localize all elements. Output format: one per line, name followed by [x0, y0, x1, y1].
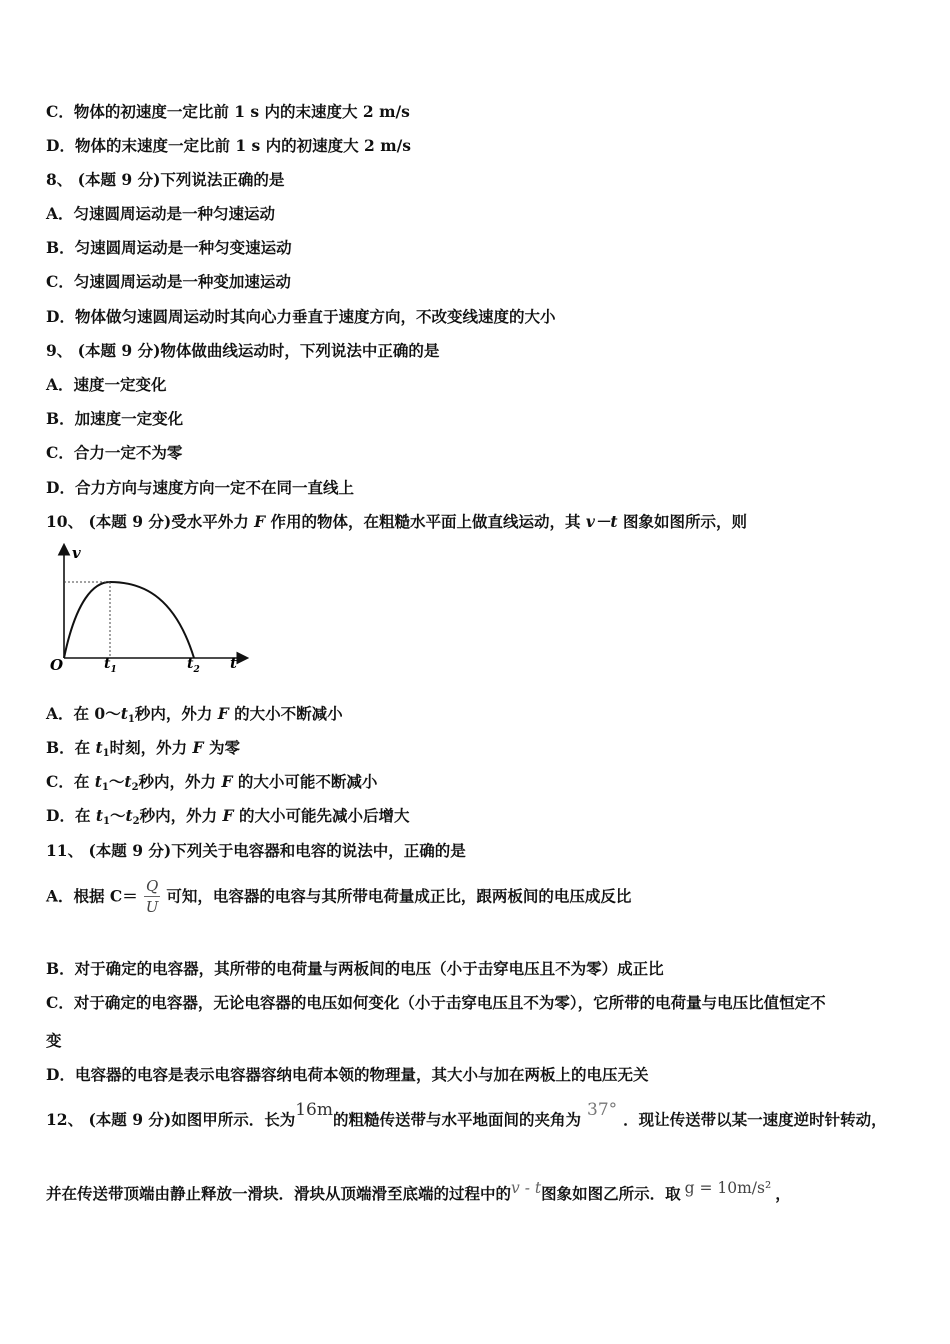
opt-10c-F: F — [221, 772, 233, 791]
option-8c: C．匀速圆周运动是一种变加速运动 — [46, 272, 291, 291]
opt-10b-t: t — [95, 738, 103, 757]
opt-10b-text-3: 为零 — [203, 738, 240, 757]
opt-11a-text-2: 可知，电容器的电容与其所带电荷量成正比，跟两板间的电压成反比 — [166, 886, 632, 906]
opt-10d-tilde: ～ — [109, 806, 126, 825]
opt-10a-sub: 1 — [127, 714, 135, 725]
option-11d: D．电容器的电容是表示电容器容纳电荷本领的物理量，其大小与加在两板上的电压无关 — [46, 1065, 649, 1084]
opt-10d-t2: t — [125, 806, 133, 825]
option-10c — [46, 772, 377, 798]
q12-gravity: g = 10m/s² — [684, 1179, 772, 1197]
q10-force-symbol: F — [254, 512, 266, 531]
opt-10d-text-3: 的大小可能先减小后增大 — [233, 806, 410, 825]
opt-10d-t1: t — [95, 806, 104, 825]
q10-vt-symbol: v－t — [585, 512, 618, 531]
opt-10c-t1: t — [94, 772, 102, 791]
line-q7d: D．物体的末速度一定比前 1 s 内的初速度大 2 m/s — [46, 136, 412, 155]
opt-10d-sub2: 2 — [132, 816, 140, 827]
vt-curve — [64, 582, 194, 658]
option-11b: B．对于确定的电容器，其所带的电荷量与两板间的电压（小于击穿电压且不为零）成正比 — [46, 959, 664, 978]
vt-graph — [46, 540, 266, 680]
option-11a — [46, 876, 631, 917]
q12-text-1: 12、 (本题 9 分)如图甲所示．长为 — [46, 1110, 296, 1129]
q12-length: 16m — [295, 1100, 333, 1120]
opt-10a-text-1: A．在 0～ — [46, 704, 121, 723]
question-12-stem-line1 — [46, 1100, 887, 1130]
question-11-stem: 11、 (本题 9 分)下列关于电容器和电容的说法中，正确的是 — [46, 841, 466, 860]
t1-label-main: t — [104, 656, 111, 672]
q12-text-2: 的粗糙传送带与水平地面间的夹角为 — [332, 1110, 581, 1129]
opt-10a-text-3: 的大小不断减小 — [228, 704, 343, 723]
v-axis-label: v — [72, 544, 81, 562]
option-9c: C．合力一定不为零 — [46, 443, 183, 462]
line-q7c: C．物体的初速度一定比前 1 s 内的末速度大 2 m/s — [46, 102, 410, 121]
q12-vt: v - t — [511, 1179, 542, 1197]
option-11c-line2: 变 — [46, 1031, 62, 1050]
t2-label-main: t — [187, 656, 194, 672]
opt-10c-t2: t — [124, 772, 132, 791]
opt-10b-sub: 1 — [102, 748, 110, 759]
t1-label — [104, 656, 117, 675]
option-9b: B．加速度一定变化 — [46, 409, 184, 428]
q12-angle: 37° — [587, 1100, 618, 1120]
t1-label-sub: 1 — [110, 665, 117, 675]
opt-10a-text-2: 秒内，外力 — [134, 704, 218, 723]
question-9-stem: 9、 (本题 9 分)物体做曲线运动时，下列说法中正确的是 — [46, 341, 440, 360]
opt-11a-text-1: A．根据 C＝ — [46, 886, 138, 906]
question-12-stem-line2 — [46, 1179, 791, 1204]
opt-10c-tilde: ～ — [108, 772, 125, 791]
opt-10d-sub1: 1 — [103, 816, 110, 827]
opt-10b-F: F — [192, 738, 204, 757]
fraction-numerator: Q — [145, 877, 159, 895]
opt-10a-t: t — [120, 704, 128, 723]
opt-10d-text-2: 秒内，外力 — [139, 806, 223, 825]
option-10d — [46, 806, 409, 832]
t2-label — [187, 656, 200, 675]
q10-text-1: 10、 (本题 9 分)受水平外力 — [46, 512, 255, 531]
t2-label-sub: 2 — [193, 665, 200, 675]
option-8b: B．匀速圆周运动是一种匀变速运动 — [46, 238, 292, 257]
option-9a: A．速度一定变化 — [46, 375, 167, 394]
opt-10d-F: F — [222, 806, 234, 825]
option-10a — [46, 704, 343, 730]
opt-10a-F: F — [217, 704, 229, 723]
option-9d: D．合力方向与速度方向一定不在同一直线上 — [46, 478, 354, 497]
origin-label: O — [50, 656, 64, 674]
q10-text-3: 图象如图所示，则 — [617, 512, 747, 531]
question-10-stem — [46, 512, 747, 532]
option-8d: D．物体做匀速圆周运动时其向心力垂直于速度方向，不改变线速度的大小 — [46, 307, 556, 326]
q12-text-3: ．现让传送带以某一速度逆时针转动， — [623, 1110, 887, 1129]
q12-text-4: 并在传送带顶端由静止释放一滑块．滑块从顶端滑至底端的过程中的 — [46, 1184, 512, 1203]
opt-10c-sub1: 1 — [101, 782, 109, 793]
q12-text-5: 图象如图乙所示．取 — [541, 1184, 681, 1203]
question-8-stem: 8、 (本题 9 分)下列说法正确的是 — [46, 170, 285, 189]
capacitance-fraction — [144, 876, 161, 917]
opt-10d-text-1: D．在 — [46, 806, 96, 825]
opt-10c-text-2: 秒内，外力 — [138, 772, 222, 791]
q10-text-2: 作用的物体，在粗糙水平面上做直线运动，其 — [265, 512, 586, 531]
opt-10c-text-1: C．在 — [46, 772, 95, 791]
option-8a: A．匀速圆周运动是一种匀速运动 — [46, 204, 276, 223]
q12-text-6: ， — [775, 1184, 791, 1203]
option-10b — [46, 738, 240, 764]
fraction-denominator: U — [145, 898, 159, 916]
opt-10b-text-1: B．在 — [46, 738, 96, 757]
t-axis-label: t — [230, 654, 237, 672]
opt-10c-text-3: 的大小可能不断减小 — [232, 772, 378, 791]
option-11c-line1: C．对于确定的电容器，无论电容器的电压如何变化（小于击穿电压且不为零），它所带的电荷量与电压比值恒定不 — [46, 993, 826, 1012]
opt-10b-text-2: 时刻，外力 — [109, 738, 193, 757]
opt-10c-sub2: 2 — [131, 782, 139, 793]
